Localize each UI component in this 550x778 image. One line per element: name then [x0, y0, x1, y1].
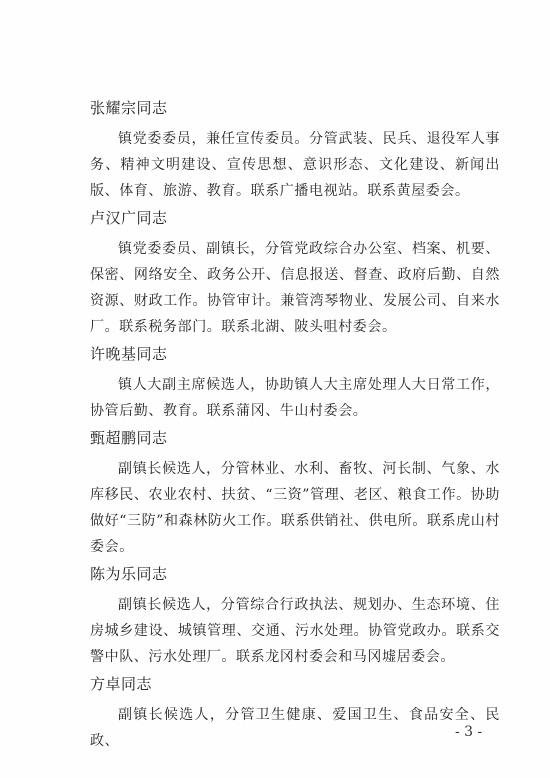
person-name: 方卓同志: [90, 675, 153, 693]
person-entry: [90, 343, 500, 424]
person-duties: 副镇长候选人，分管综合行政执法、规划办、生态环境、住房城乡建设、城镇管理、交通、污水处理。协管党政办。联系交警中队、污水处理厂。联系龙冈村委会和马冈墟居委会。: [90, 597, 500, 665]
person-name: 甄超鹏同志: [90, 429, 168, 447]
person-entry: [90, 97, 500, 204]
person-duties: 镇党委委员、副镇长，分管党政综合办公室、档案、机要、保密、网络安全、政务公开、信息报送、督查、政府后勤、自然资源、财政工作。协管审计。兼管湾琴物业、发展公司、自来水厂。联系税务部门。联系北湖、陂头咀村委会。: [90, 241, 500, 335]
person-name: 卢汉广同志: [90, 209, 168, 227]
person-duties: 副镇长候选人，分管林业、水利、畜牧、河长制、气象、水库移民、农业农村、扶贫、“三资”管理、老区、粮食工作。协助做好“三防”和森林防火工作。联系供销社、供电所。联系虎山村委会。: [90, 461, 500, 555]
person-name: 张耀宗同志: [90, 99, 168, 117]
person-entry: [90, 563, 500, 670]
page-content: [90, 97, 500, 757]
person-entry: [90, 673, 500, 754]
page-number: - 3 -: [455, 724, 483, 740]
person-duties: 镇党委委员，兼任宣传委员。分管武装、民兵、退役军人事务、精神文明建设、宣传思想、意识形态、文化建设、新闻出版、体育、旅游、教育。联系广播电视站。联系黄屋委会。: [90, 131, 500, 199]
person-duties: 副镇长候选人，分管卫生健康、爱国卫生、食品安全、民政、: [90, 707, 500, 749]
person-name: 陈为乐同志: [90, 565, 168, 583]
person-entry: [90, 427, 500, 560]
person-duties: 镇人大副主席候选人，协助镇人大主席处理人大日常工作，协管后勤、教育。联系蒲冈、牛山村委会。: [90, 377, 500, 419]
person-entry: [90, 207, 500, 340]
person-name: 许晚基同志: [90, 345, 168, 363]
